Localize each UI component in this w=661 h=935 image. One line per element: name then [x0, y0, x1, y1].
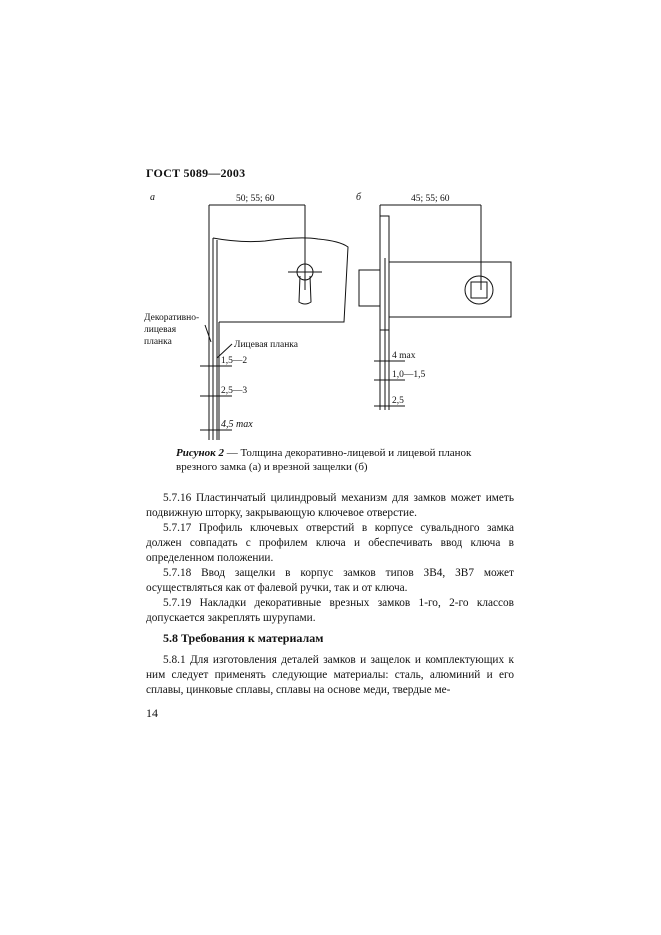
page-number: 14 — [146, 706, 158, 720]
figure-label-a: а — [150, 192, 155, 203]
decor-plate-label — [144, 312, 199, 348]
paragraph: 5.8.1 Для изготовления деталей замков и защелок и комплектующих к ним следует применять следующие материалы: сталь, алюминий и его сплавы, цинковые сплавы, сплавы на основе меди, твердые ме- — [146, 654, 514, 696]
paragraph: 5.7.16 Пластинчатый цилиндровый механизм для замков может иметь подвижную шторку, закрывающую ключевое отверстие. — [146, 492, 514, 519]
document-header: ГОСТ 5089—2003 — [146, 166, 246, 180]
face-plate-label: Лицевая планка — [234, 340, 298, 350]
decor-plate-label-line: лицевая — [144, 325, 177, 335]
caption-lead: Рисунок 2 — [176, 447, 224, 459]
paragraph: 5.7.19 Накладки декоративные врезных замков 1-го, 2-го классов допускается закреплять шурупами. — [146, 597, 514, 624]
dim-top-a: 50; 55; 60 — [236, 194, 275, 204]
dim-a-3: 4,5 max — [221, 419, 253, 430]
dim-b-2: 1,0—1,5 — [392, 370, 426, 380]
figure-label-b: б — [356, 192, 362, 203]
dim-a-2: 2,5—3 — [221, 386, 248, 396]
dim-top-b: 45; 55; 60 — [411, 194, 450, 204]
dim-a-1: 1,5—2 — [221, 356, 248, 366]
paragraph: 5.7.18 Ввод защелки в корпус замков типов ЗВ4, ЗВ7 может осуществляться как от фалевой ручки, так и от ключа. — [146, 567, 514, 594]
paragraph: 5.7.17 Профиль ключевых отверстий в корпусе сувальдного замка должен совпадать с профилем ключа и обеспечивать ввод ключа в определенном положении. — [146, 522, 514, 564]
dim-b-1: 4 max — [392, 351, 416, 361]
caption-text: — Толщина декоративно-лицевой и лицевой планок врезного замка (а) и врезной защелки (б) — [176, 447, 472, 473]
figure-2-drawing — [0, 0, 661, 445]
decor-plate-label-line: Декоративно- — [144, 313, 200, 323]
body-text-2 — [146, 653, 514, 698]
decor-plate-label-line: планка — [144, 337, 172, 347]
dim-b-3: 2,5 — [392, 396, 404, 406]
section-title: 5.8 Требования к материалам — [163, 631, 324, 645]
figure-caption — [176, 446, 496, 474]
body-text — [146, 491, 514, 626]
